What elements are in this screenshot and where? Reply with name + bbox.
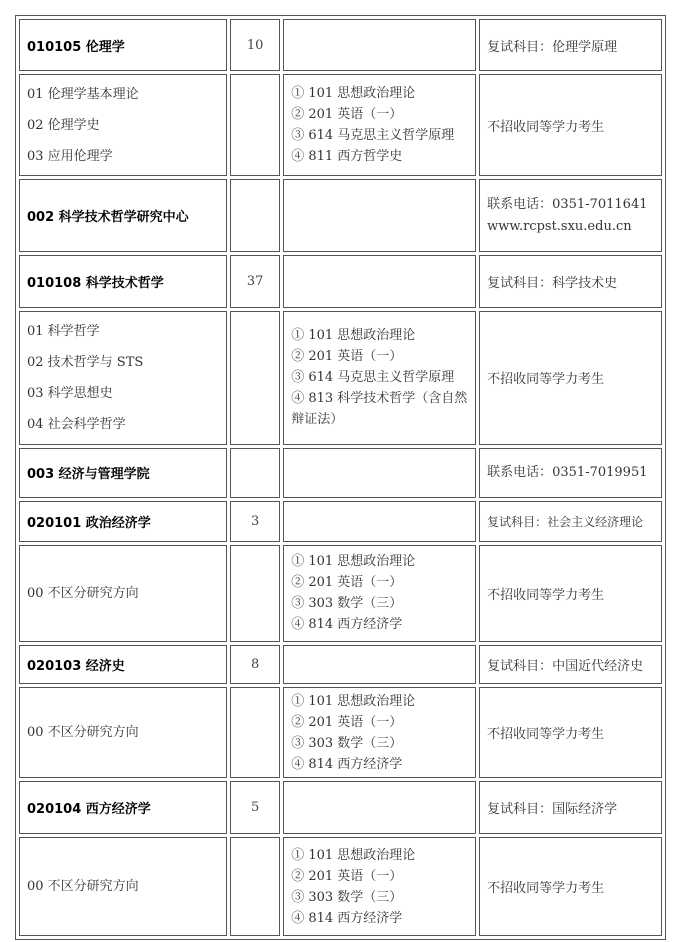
direction-item: 02 技术哲学与 STS [27, 354, 144, 370]
exam-item: ④ 813 科学技术哲学（含自然辩证法） [291, 391, 468, 428]
direction-item: 00 不区分研究方向 [27, 725, 139, 741]
research-directions [19, 687, 227, 777]
count-cell [230, 448, 280, 497]
exam-subjects-cell [283, 255, 476, 307]
major-row [19, 501, 662, 542]
admission-note: 不招收同等学力考生 [479, 74, 662, 176]
direction-item: 02 伦理学史 [27, 117, 100, 133]
direction-item: 00 不区分研究方向 [27, 879, 139, 895]
enrollment-table [15, 15, 666, 940]
department-name: 002 科学技术哲学研究中心 [19, 179, 227, 252]
direction-item: 01 伦理学基本理论 [27, 86, 139, 102]
direction-row [19, 311, 662, 446]
exam-item: ① 101 思想政治理论 [291, 328, 416, 344]
direction-item: 04 社会科学哲学 [27, 416, 126, 432]
department-row [19, 448, 662, 497]
department-name: 003 经济与管理学院 [19, 448, 227, 497]
contact-phone: 联系电话：0351-7019951 [487, 464, 648, 480]
major-code-name: 020104 西方经济学 [19, 781, 227, 834]
exam-item: ① 101 思想政治理论 [291, 847, 416, 863]
exam-item: ② 201 英语（一） [291, 349, 403, 365]
exam-subjects-cell [283, 645, 476, 684]
count-cell [230, 545, 280, 643]
major-row [19, 781, 662, 834]
contact-phone: 联系电话：0351-7011641 [487, 196, 648, 212]
major-code-name: 020103 经济史 [19, 645, 227, 684]
exam-subjects-cell [283, 448, 476, 497]
exam-subjects [283, 837, 476, 936]
contact-website: www.rcpst.sxu.edu.cn [487, 218, 632, 234]
exam-item: ③ 303 数学（三） [291, 596, 403, 612]
exam-item: ② 201 英语（一） [291, 575, 403, 591]
major-row [19, 645, 662, 684]
exam-item: ③ 614 马克思主义哲学原理 [291, 128, 455, 144]
exam-item: ① 101 思想政治理论 [291, 554, 416, 570]
enrollment-count: 10 [230, 19, 280, 71]
major-row [19, 255, 662, 307]
count-cell [230, 837, 280, 936]
exam-item: ② 201 英语（一） [291, 868, 403, 884]
exam-item: ④ 814 西方经济学 [291, 910, 403, 926]
exam-subjects [283, 311, 476, 446]
enrollment-count: 3 [230, 501, 280, 542]
admission-note: 不招收同等学力考生 [479, 311, 662, 446]
direction-row [19, 837, 662, 936]
research-directions [19, 837, 227, 936]
major-code-name: 010108 科学技术哲学 [19, 255, 227, 307]
direction-row [19, 74, 662, 176]
retest-subject: 复试科目：伦理学原理 [479, 19, 662, 71]
enrollment-count: 8 [230, 645, 280, 684]
exam-item: ② 201 英语（一） [291, 714, 403, 730]
count-cell [230, 179, 280, 252]
direction-row [19, 687, 662, 777]
major-code-name: 020101 政治经济学 [19, 501, 227, 542]
retest-subject: 复试科目：社会主义经济理论 [479, 501, 662, 542]
direction-item: 03 应用伦理学 [27, 148, 113, 164]
direction-item: 03 科学思想史 [27, 385, 113, 401]
exam-subjects-cell [283, 781, 476, 834]
retest-subject: 复试科目：中国近代经济史 [479, 645, 662, 684]
research-directions [19, 74, 227, 176]
retest-subject: 复试科目：科学技术史 [479, 255, 662, 307]
admission-note: 不招收同等学力考生 [479, 837, 662, 936]
direction-item: 00 不区分研究方向 [27, 585, 139, 601]
exam-subjects [283, 687, 476, 777]
count-cell [230, 311, 280, 446]
contact-info [479, 448, 662, 497]
exam-item: ④ 811 西方哲学史 [291, 149, 403, 165]
enrollment-count: 37 [230, 255, 280, 307]
exam-item: ① 101 思想政治理论 [291, 86, 416, 102]
research-directions [19, 545, 227, 643]
major-code-name: 010105 伦理学 [19, 19, 227, 71]
exam-item: ① 101 思想政治理论 [291, 693, 416, 709]
exam-subjects-cell [283, 19, 476, 71]
retest-subject: 复试科目：国际经济学 [479, 781, 662, 834]
enrollment-count: 5 [230, 781, 280, 834]
exam-subjects-cell [283, 501, 476, 542]
research-directions [19, 311, 227, 446]
exam-item: ④ 814 西方经济学 [291, 617, 403, 633]
exam-item: ③ 303 数学（三） [291, 889, 403, 905]
department-row [19, 179, 662, 252]
exam-item: ③ 614 马克思主义哲学原理 [291, 370, 455, 386]
exam-subjects [283, 545, 476, 643]
exam-item: ② 201 英语（一） [291, 107, 403, 123]
count-cell [230, 687, 280, 777]
direction-item: 01 科学哲学 [27, 323, 100, 339]
contact-info [479, 179, 662, 252]
exam-item: ④ 814 西方经济学 [291, 756, 403, 772]
major-row [19, 19, 662, 71]
exam-subjects-cell [283, 179, 476, 252]
count-cell [230, 74, 280, 176]
exam-subjects [283, 74, 476, 176]
exam-item: ③ 303 数学（三） [291, 735, 403, 751]
admission-note: 不招收同等学力考生 [479, 687, 662, 777]
direction-row [19, 545, 662, 643]
admission-note: 不招收同等学力考生 [479, 545, 662, 643]
